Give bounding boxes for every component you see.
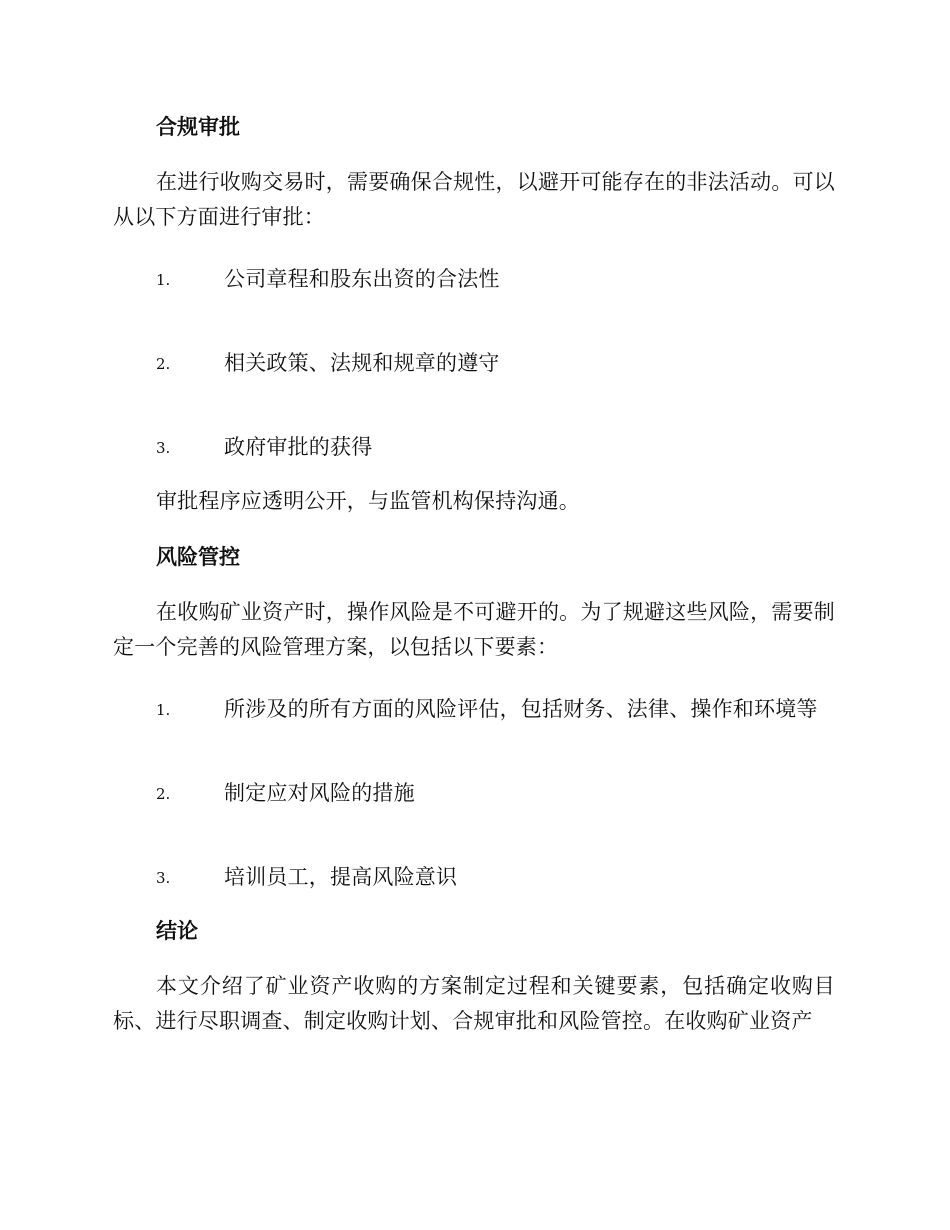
section-heading-conclusion: 结论 [156, 919, 198, 943]
list-number: 3. [156, 439, 171, 457]
list-text: 培训员工，提高风险意识 [224, 865, 458, 889]
paragraph-compliance-closing: 审批程序应透明公开，与监管机构保持沟通。 [156, 489, 580, 513]
section-heading-risk: 风险管控 [156, 545, 240, 569]
list-text: 制定应对风险的措施 [224, 781, 415, 805]
paragraph-compliance-intro: 在进行收购交易时，需要确保合规性，以避开可能存在的非法活动。可以从以下方面进行审批： [113, 170, 835, 229]
list-number: 2. [156, 355, 171, 373]
list-text: 所涉及的所有方面的风险评估，包括财务、法律、操作和环境等 [224, 697, 818, 721]
list-number: 1. [156, 271, 171, 289]
list-text: 政府审批的获得 [224, 435, 373, 459]
paragraph-conclusion: 本文介绍了矿业资产收购的方案制定过程和关键要素，包括确定收购目标、进行尽职调查、制定收购计划、合规审批和风险管控。在收购矿业资产 [113, 974, 835, 1033]
list-number: 2. [156, 785, 171, 803]
list-number: 1. [156, 701, 171, 719]
section-heading-compliance: 合规审批 [156, 115, 240, 139]
list-text: 相关政策、法规和规章的遵守 [224, 351, 500, 375]
paragraph-risk-intro: 在收购矿业资产时，操作风险是不可避开的。为了规避这些风险，需要制定一个完善的风险管理方案，以包括以下要素： [113, 600, 835, 659]
list-text: 公司章程和股东出资的合法性 [224, 267, 500, 291]
list-number: 3. [156, 869, 171, 887]
